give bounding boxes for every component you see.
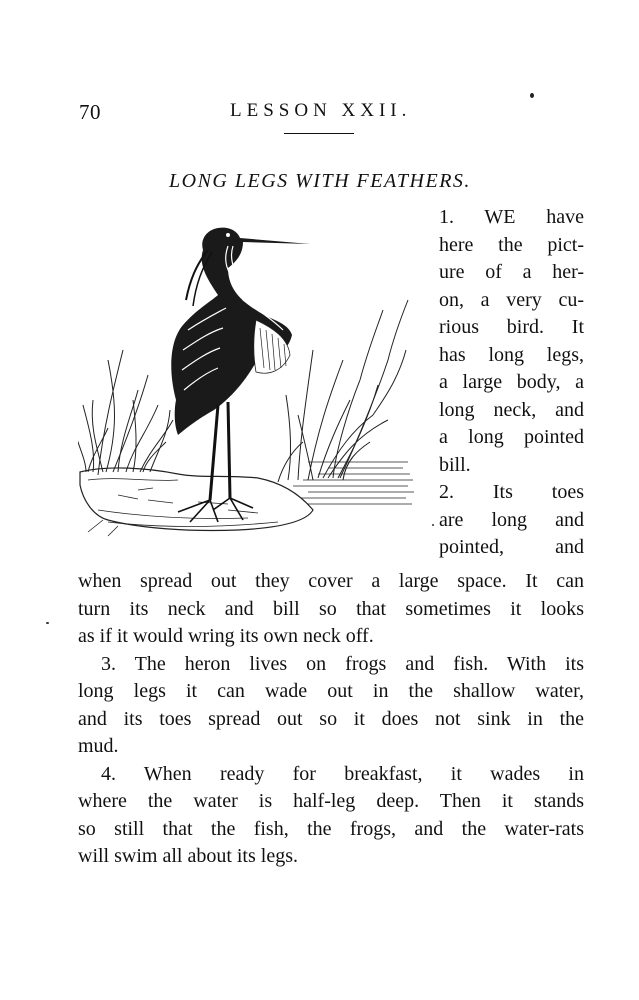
paragraph-1-column <box>439 204 584 562</box>
heron-illustration <box>78 210 418 545</box>
text-line: mud. <box>78 735 119 757</box>
text-line: has long legs, <box>439 343 584 366</box>
ink-speck <box>432 524 434 526</box>
text-line: pointed, and <box>439 536 584 558</box>
text-line: long neck, and <box>439 398 584 421</box>
page-number: 70 <box>79 100 101 124</box>
text-line: rious bird. It <box>439 316 584 338</box>
text-line: where the water is half-leg deep. Then it stands <box>78 790 584 812</box>
text-line: 1. WE have <box>439 206 584 228</box>
ink-speck <box>46 622 49 624</box>
running-head: LESSON XXII. <box>230 100 412 121</box>
text-line: as if it would wring its own neck off. <box>78 625 374 647</box>
body-text <box>78 568 584 871</box>
text-line: here the pict- <box>439 233 584 256</box>
ink-speck <box>530 93 534 98</box>
text-line: ure of a her- <box>439 261 584 283</box>
text-line: bill. <box>439 453 471 476</box>
text-line: and its toes spread out so it does not sink in the <box>78 707 584 730</box>
text-line: when spread out they cover a large space. It can <box>78 570 584 592</box>
text-line: 2. Its toes <box>439 481 584 503</box>
text-line: long legs it can wade out in the shallow water, <box>78 680 584 702</box>
text-line: 3. The heron lives on frogs and fish. With its <box>101 652 584 675</box>
text-line: a large body, a <box>439 371 584 393</box>
text-line: 4. When ready for breakfast, it wades in <box>101 762 584 785</box>
text-line: so still that the fish, the frogs, and the water-rats <box>78 817 584 840</box>
text-line: on, a very cu- <box>439 288 584 311</box>
header-rule <box>284 133 354 134</box>
text-line: will swim all about its legs. <box>78 845 298 867</box>
text-line: a long pointed <box>439 426 584 448</box>
text-line: turn its neck and bill so that sometimes it looks <box>78 597 584 620</box>
lesson-title: LONG LEGS WITH FEATHERS. <box>169 170 471 192</box>
text-line: are long and <box>439 508 584 531</box>
